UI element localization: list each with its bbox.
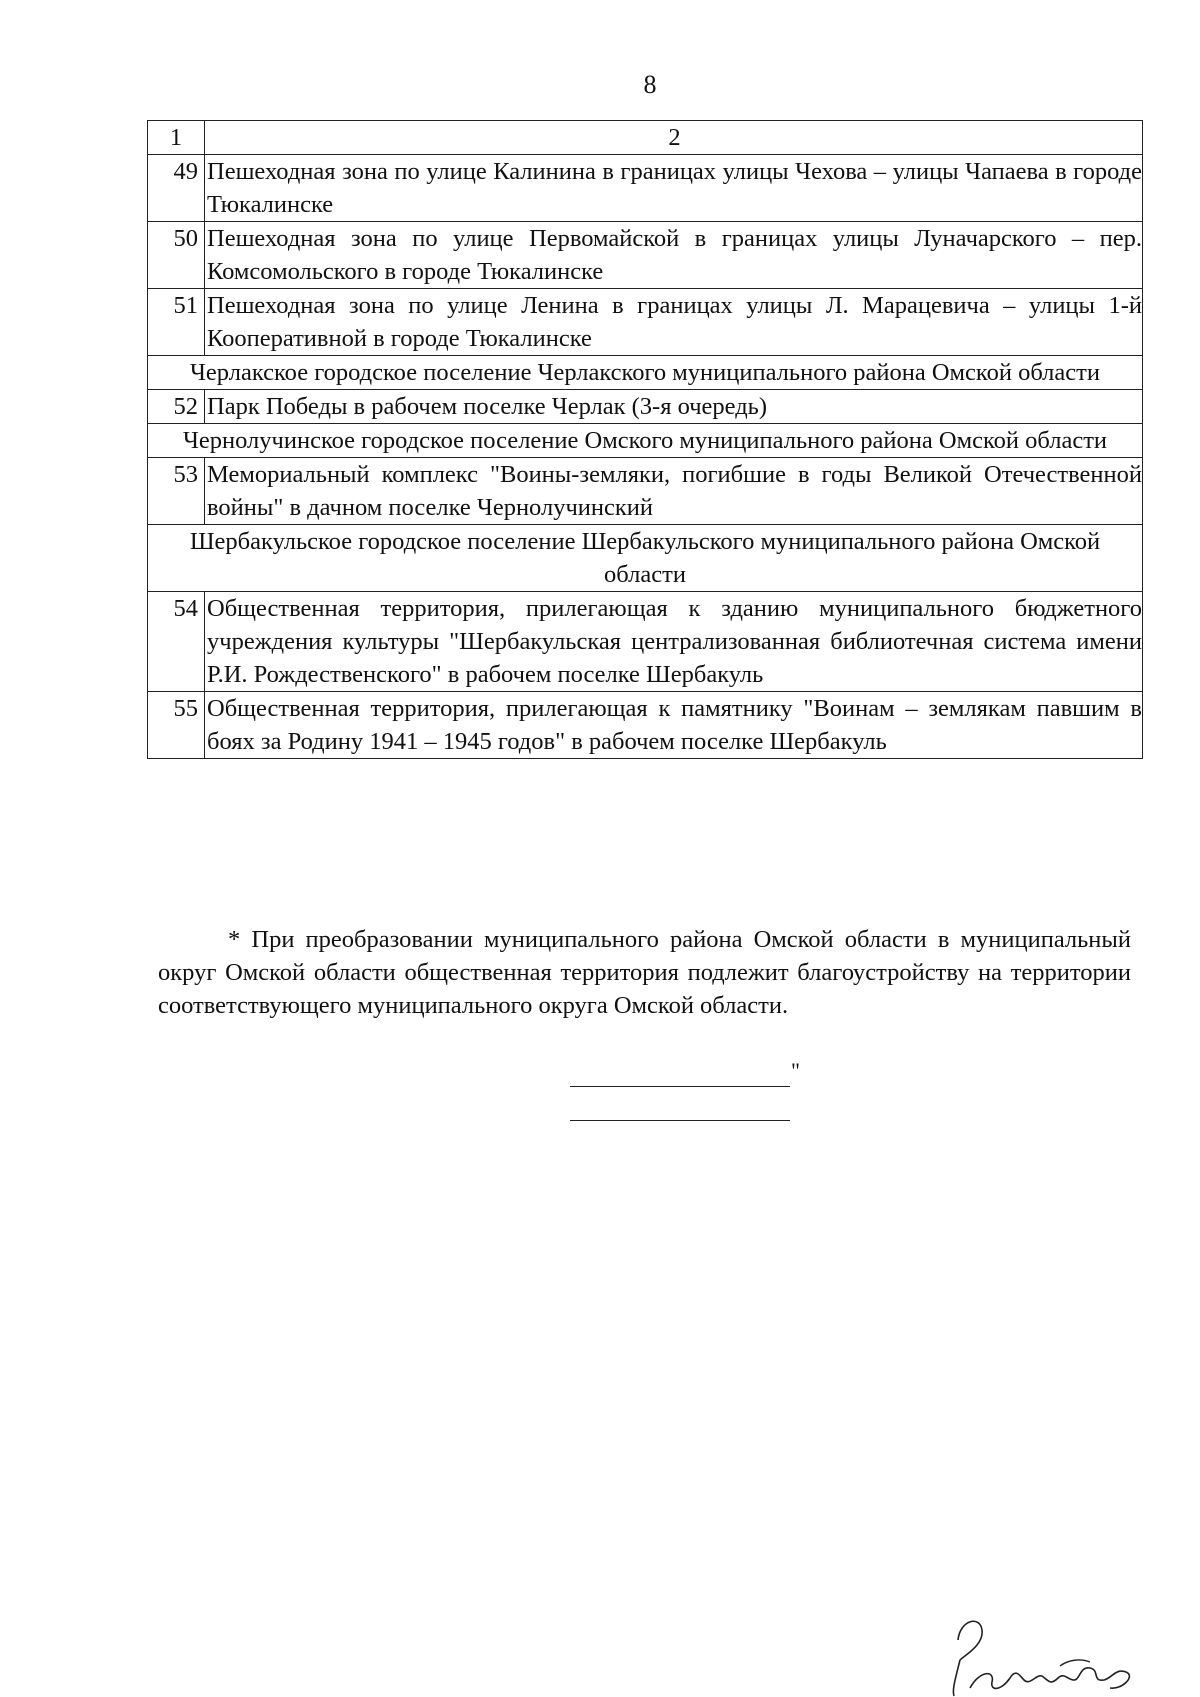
row-description: Общественная территория, прилегающая к памятнику "Воинам – землякам павшим в боях за Родину 1941 – 1945 годов" в рабочем поселке Шербакуль: [205, 692, 1143, 759]
row-number: 51: [148, 289, 205, 356]
footnote: * При преобразовании муниципального района Омской области в муниципальный округ Омской области общественная территория подлежит благоустройству на территории соответствующего муниципального округа Омской области.: [158, 926, 1131, 1019]
header-col-description: 2: [205, 121, 1143, 155]
row-number: 49: [148, 155, 205, 222]
section-heading-row: [148, 356, 1143, 390]
row-description: Парк Победы в рабочем поселке Черлак (3-я очередь): [205, 390, 1143, 424]
closing-rule-bottom: [570, 1120, 790, 1121]
row-number: 53: [148, 458, 205, 525]
table-header-row: [148, 121, 1143, 155]
row-description: Пешеходная зона по улице Первомайской в границах улицы Луначарского – пер. Комсомольского в городе Тюкалинске: [205, 222, 1143, 289]
closing-quote: ": [791, 1058, 800, 1083]
table-row: [148, 155, 1143, 222]
row-description: Общественная территория, прилегающая к зданию муниципального бюджетного учреждения культуры "Шербакульская централизованная библиотечная система имени Р.И. Рождественского" в рабочем поселке Шербакуль: [205, 592, 1143, 692]
section-heading: Чернолучинское городское поселение Омского муниципального района Омской области: [148, 424, 1143, 458]
table-row: [148, 390, 1143, 424]
closing-rule-top: [570, 1086, 790, 1087]
row-number: 54: [148, 592, 205, 692]
header-col-number: 1: [148, 121, 205, 155]
table-row: [148, 222, 1143, 289]
section-heading: Шербакульское городское поселение Шербакульского муниципального района Омской области: [148, 525, 1143, 592]
row-description: Мемориальный комплекс "Воины-земляки, погибшие в годы Великой Отечественной войны" в дачном поселке Чернолучинский: [205, 458, 1143, 525]
section-heading: Черлакское городское поселение Черлакского муниципального района Омской области: [148, 356, 1143, 390]
row-number: 50: [148, 222, 205, 289]
row-number: 55: [148, 692, 205, 759]
row-number: 52: [148, 390, 205, 424]
table-row: [148, 458, 1143, 525]
table-row: [148, 289, 1143, 356]
page-number: 8: [643, 70, 657, 99]
section-heading-row: [148, 525, 1143, 592]
territories-table: [147, 120, 1143, 759]
row-description: Пешеходная зона по улице Калинина в границах улицы Чехова – улицы Чапаева в городе Тюкалинске: [205, 155, 1143, 222]
table-row: [148, 592, 1143, 692]
table-row: [148, 692, 1143, 759]
row-description: Пешеходная зона по улице Ленина в границах улицы Л. Марацевича – улицы 1-й Кооперативной в городе Тюкалинске: [205, 289, 1143, 356]
handwritten-signature: [940, 1610, 1140, 1697]
section-heading-row: [148, 424, 1143, 458]
